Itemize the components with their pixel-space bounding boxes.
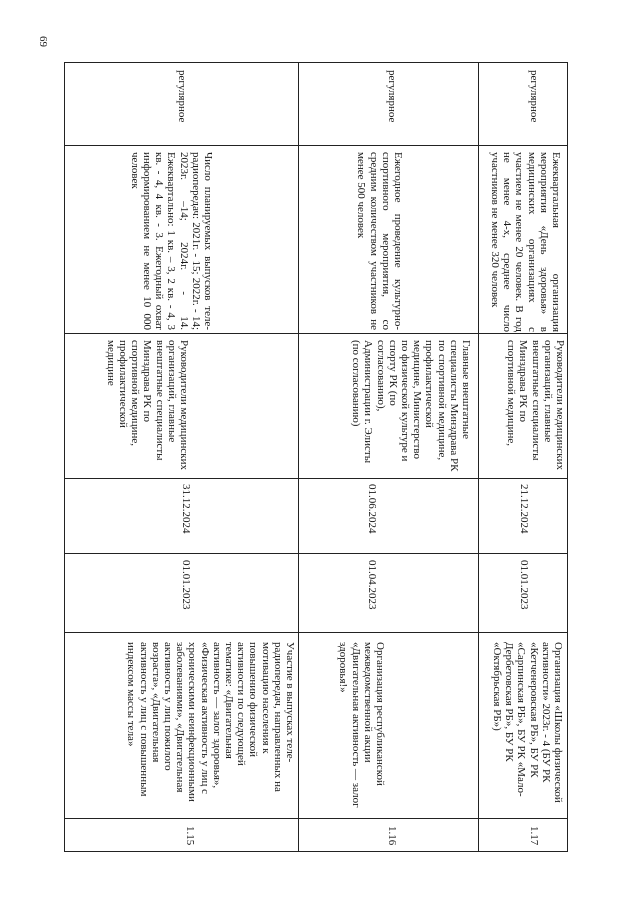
row-number: 1.17 xyxy=(528,826,540,846)
row-number: 1.16 xyxy=(386,826,398,846)
column-divider xyxy=(298,62,299,852)
target-indicator: Ежегодное проведение культурно-спортивного мероприятия, со средним количеством участников не менее 500 человек xyxy=(355,152,404,330)
end-date: 21.12.2024 xyxy=(518,484,530,534)
row-number: 1.15 xyxy=(184,826,196,846)
row-divider xyxy=(64,632,568,633)
responsible-executors: Главные внештатные специалисты Минздрава РК по спортивной медицине, профилактической медицине, Министерство по физической культуре и спорту РК (по согласованию), Администрации г. Элисты (по согласованию) xyxy=(350,340,472,472)
row-divider xyxy=(64,553,568,554)
end-date: 31.12.2024 xyxy=(180,484,192,534)
event-description: Участие в выпусках теле-радиопередач, направленных на мотивацию населения к повышению физической активности по следующей тематике: «Двигательная активность — залог здоровья», «Физическая активность у лиц с хроническими неинфекционными заболеваниями», «Двигательная активность у лиц пожилого возраста», «Двигательная активность у лиц с повышенным индексом массы тела» xyxy=(125,642,296,802)
target-indicator: Число планируемых выпусков теле-радиопередач: 2021г. - 15; 2022г. - 14; 2023г. –14; 2024г. - 14. Ежеквартально: 1 кв. – 3, 2 кв. - 4, 3 кв. - 4, 4 кв. - 3. Ежегодный охват информированием не менее 10 000 человек xyxy=(128,152,214,330)
row-divider xyxy=(64,145,568,146)
row-divider xyxy=(64,818,568,819)
event-description: Организация республиканской межведомственной акции «Двигательная активность — залог здоровья!» xyxy=(337,642,386,808)
event-description: Организация «Школы физической активности» 2023г. - 4 (БУ РК «Кетченеровская РБ», БУ РК «Сарпинская РБ», БУ РК «Мало-Дербетовская РБ», БУ РК «Октябрьская РБ») xyxy=(490,642,564,803)
row-divider xyxy=(64,333,568,334)
start-date: 01.01.2023 xyxy=(518,560,530,610)
end-date: 01.06.2024 xyxy=(366,484,378,534)
row-divider xyxy=(64,478,568,479)
implementation-frequency: регулярное xyxy=(386,70,398,123)
implementation-frequency: регулярное xyxy=(176,70,188,123)
start-date: 01.01.2023 xyxy=(180,560,192,610)
start-date: 01.04.2023 xyxy=(366,560,378,610)
page-number: 69 xyxy=(37,36,49,47)
column-divider xyxy=(478,62,479,852)
target-indicator: Ежеквартальная организация мероприятия «День здоровья» в медицинских организациях с участием не менее 20 человек. В год не менее 4-х, среднее число участников не менее 320 человек xyxy=(488,152,562,332)
implementation-frequency: регулярное xyxy=(528,70,540,123)
responsible-executors: Руководители медицинских организаций, главные внештатные специалисты Минздрава РК по спортивной медицине, профилактической медицине xyxy=(104,340,190,470)
responsible-executors: Руководители медицинских организаций, главные внештатные специалисты Минздрава РК по спортивной медицине, xyxy=(505,340,566,470)
